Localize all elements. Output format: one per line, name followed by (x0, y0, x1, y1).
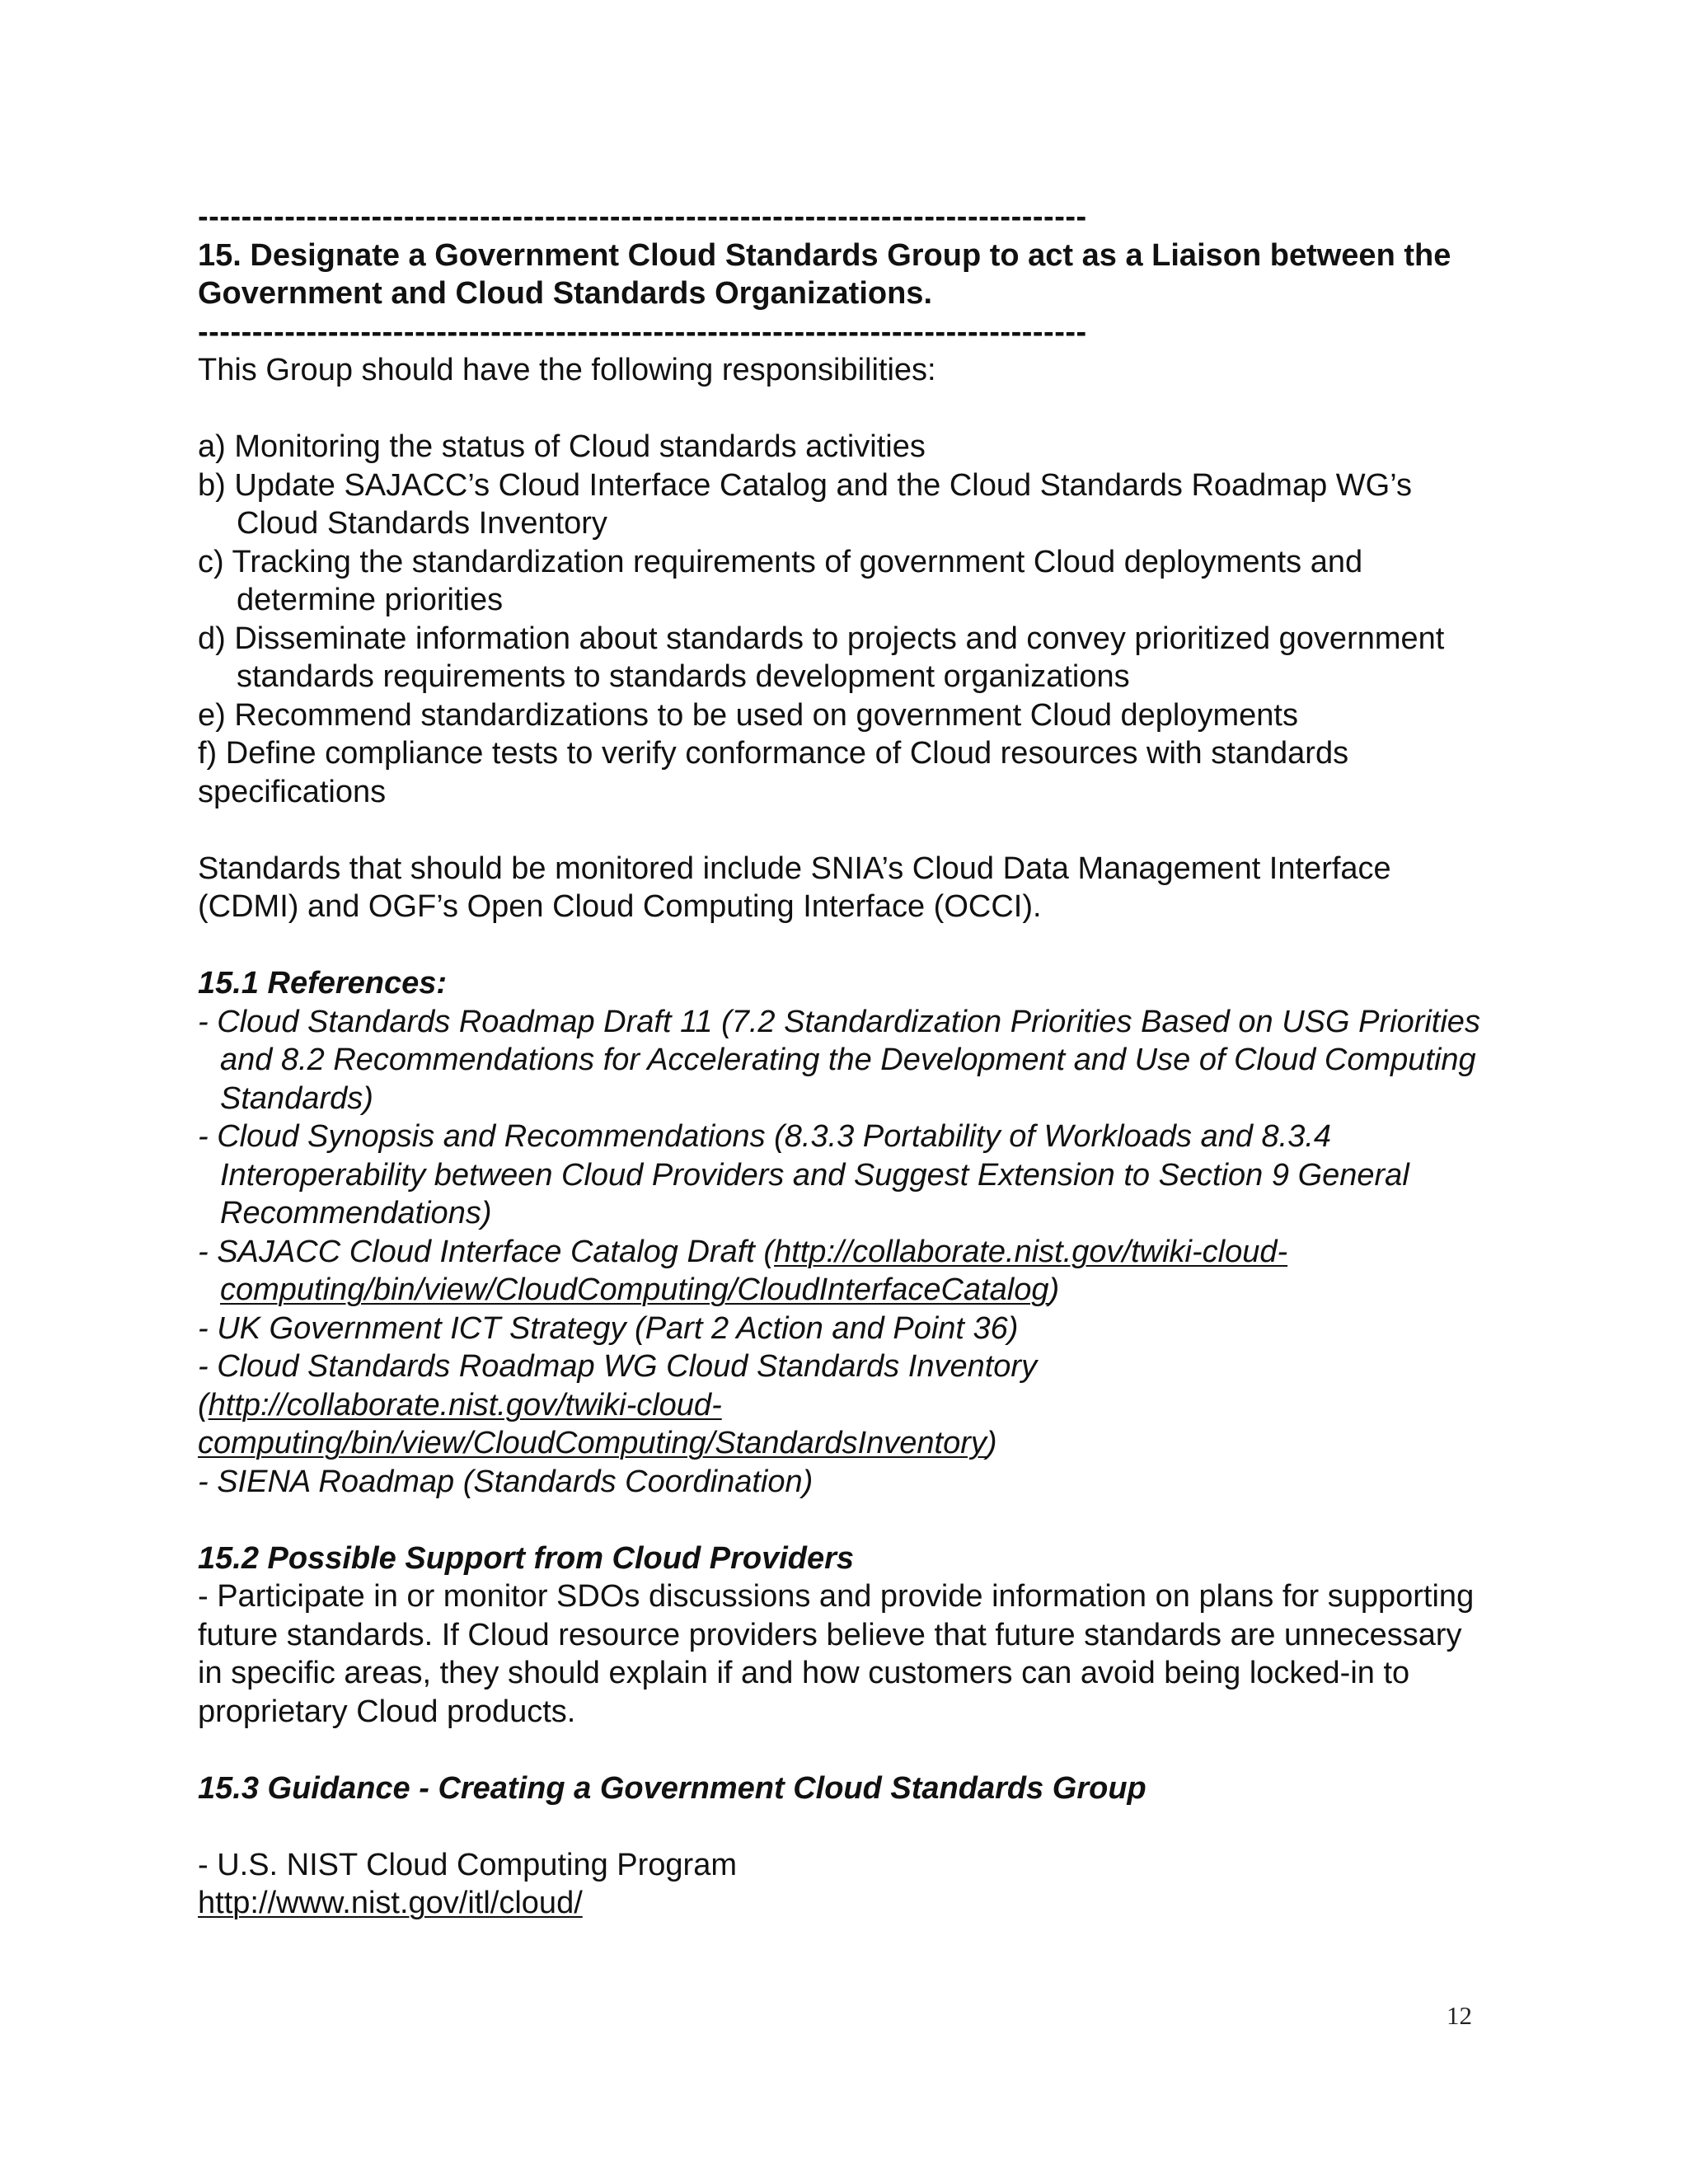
support-paragraph: - Participate in or monitor SDOs discussions and provide information on plans for supporting future standards. If Cloud resource providers believe that future standards are unnecessary in specific areas, they should explain if and how customers can avoid being locked-in to proprietary Cloud products. (198, 1579, 1475, 1729)
intro-paragraph: This Group should have the following responsibilities: (198, 353, 936, 387)
spacer (198, 390, 1484, 429)
reference-item (198, 1347, 1484, 1463)
catalog-link[interactable]: http://collaborate.nist.gov/twiki-cloud-computing/bin/view/CloudComputing/CloudInterfaceCatalog (220, 1234, 1288, 1307)
spacer (198, 1501, 1484, 1540)
references-list (198, 1003, 1484, 1502)
spacer (198, 926, 1484, 965)
document-page (198, 198, 1484, 1923)
spacer (198, 1807, 1484, 1846)
list-item: e) Recommend standardizations to be used on government Cloud deployments (198, 697, 1298, 733)
list-item: b) Update SAJACC’s Cloud Interface Catalog and the Cloud Standards Roadmap WG’s Cloud Standards Inventory (198, 467, 1412, 541)
list-item: a) Monitoring the status of Cloud standards activities (198, 429, 926, 464)
top-dash-rule: ---------------------------------------------------------------------------------- (198, 199, 1087, 234)
responsibilities-list (198, 428, 1484, 811)
guidance-link-line (198, 1884, 1484, 1923)
nist-cloud-link[interactable]: http://www.nist.gov/itl/cloud/ (198, 1886, 583, 1920)
reference-item: - SIENA Roadmap (Standards Coordination) (198, 1464, 814, 1499)
reference-item: - UK Government ICT Strategy (Part 2 Action and Point 36) (198, 1310, 1019, 1346)
support-heading: 15.2 Possible Support from Cloud Providers (198, 1540, 855, 1576)
guidance-heading: 15.3 Guidance - Creating a Government Cloud Standards Group (198, 1770, 1146, 1806)
reference-item: - Cloud Synopsis and Recommendations (8.3.3 Portability of Workloads and 8.3.4 Interoperability between Cloud Providers and Suggest Extension to Section 9 General Recommendations) (198, 1119, 1409, 1230)
guidance-item: - U.S. NIST Cloud Computing Program (198, 1847, 737, 1882)
spacer (198, 811, 1484, 850)
references-heading: 15.1 References: (198, 966, 448, 1001)
list-item: f) Define compliance tests to verify conformance of Cloud resources with standards specifications (198, 736, 1349, 809)
inventory-link[interactable]: http://collaborate.nist.gov/twiki-cloud-computing/bin/view/CloudComputing/StandardsInventory (198, 1387, 987, 1460)
reference-suffix: ) (1048, 1272, 1060, 1307)
list-item: c) Tracking the standardization requirements of government Cloud deployments and determine priorities (198, 544, 1363, 617)
list-item: d) Disseminate information about standards to projects and convey prioritized government standards requirements to standards development organizations (198, 621, 1445, 694)
reference-text: - SAJACC Cloud Interface Catalog Draft ( (198, 1234, 775, 1269)
reference-text: - Cloud Standards Roadmap WG Cloud Standards Inventory ( (198, 1349, 1038, 1422)
section-heading: 15. Designate a Government Cloud Standards Group to act as a Liaison between the Government and Cloud Standards Organizations. (198, 237, 1451, 311)
reference-item (198, 1233, 1484, 1310)
spacer (198, 1731, 1484, 1769)
standards-paragraph: Standards that should be monitored include SNIA’s Cloud Data Management Interface (CDMI) and OGF’s Open Cloud Computing Interface (OCCI). (198, 851, 1391, 924)
page-number: 12 (1447, 2001, 1472, 2030)
reference-suffix: ) (986, 1426, 997, 1460)
reference-item: - Cloud Standards Roadmap Draft 11 (7.2 Standardization Priorities Based on USG Priorities and 8.2 Recommendations for Accelerating the Development and Use of Cloud Computing Standards) (198, 1004, 1480, 1116)
bottom-dash-rule: ---------------------------------------------------------------------------------- (198, 314, 1087, 349)
